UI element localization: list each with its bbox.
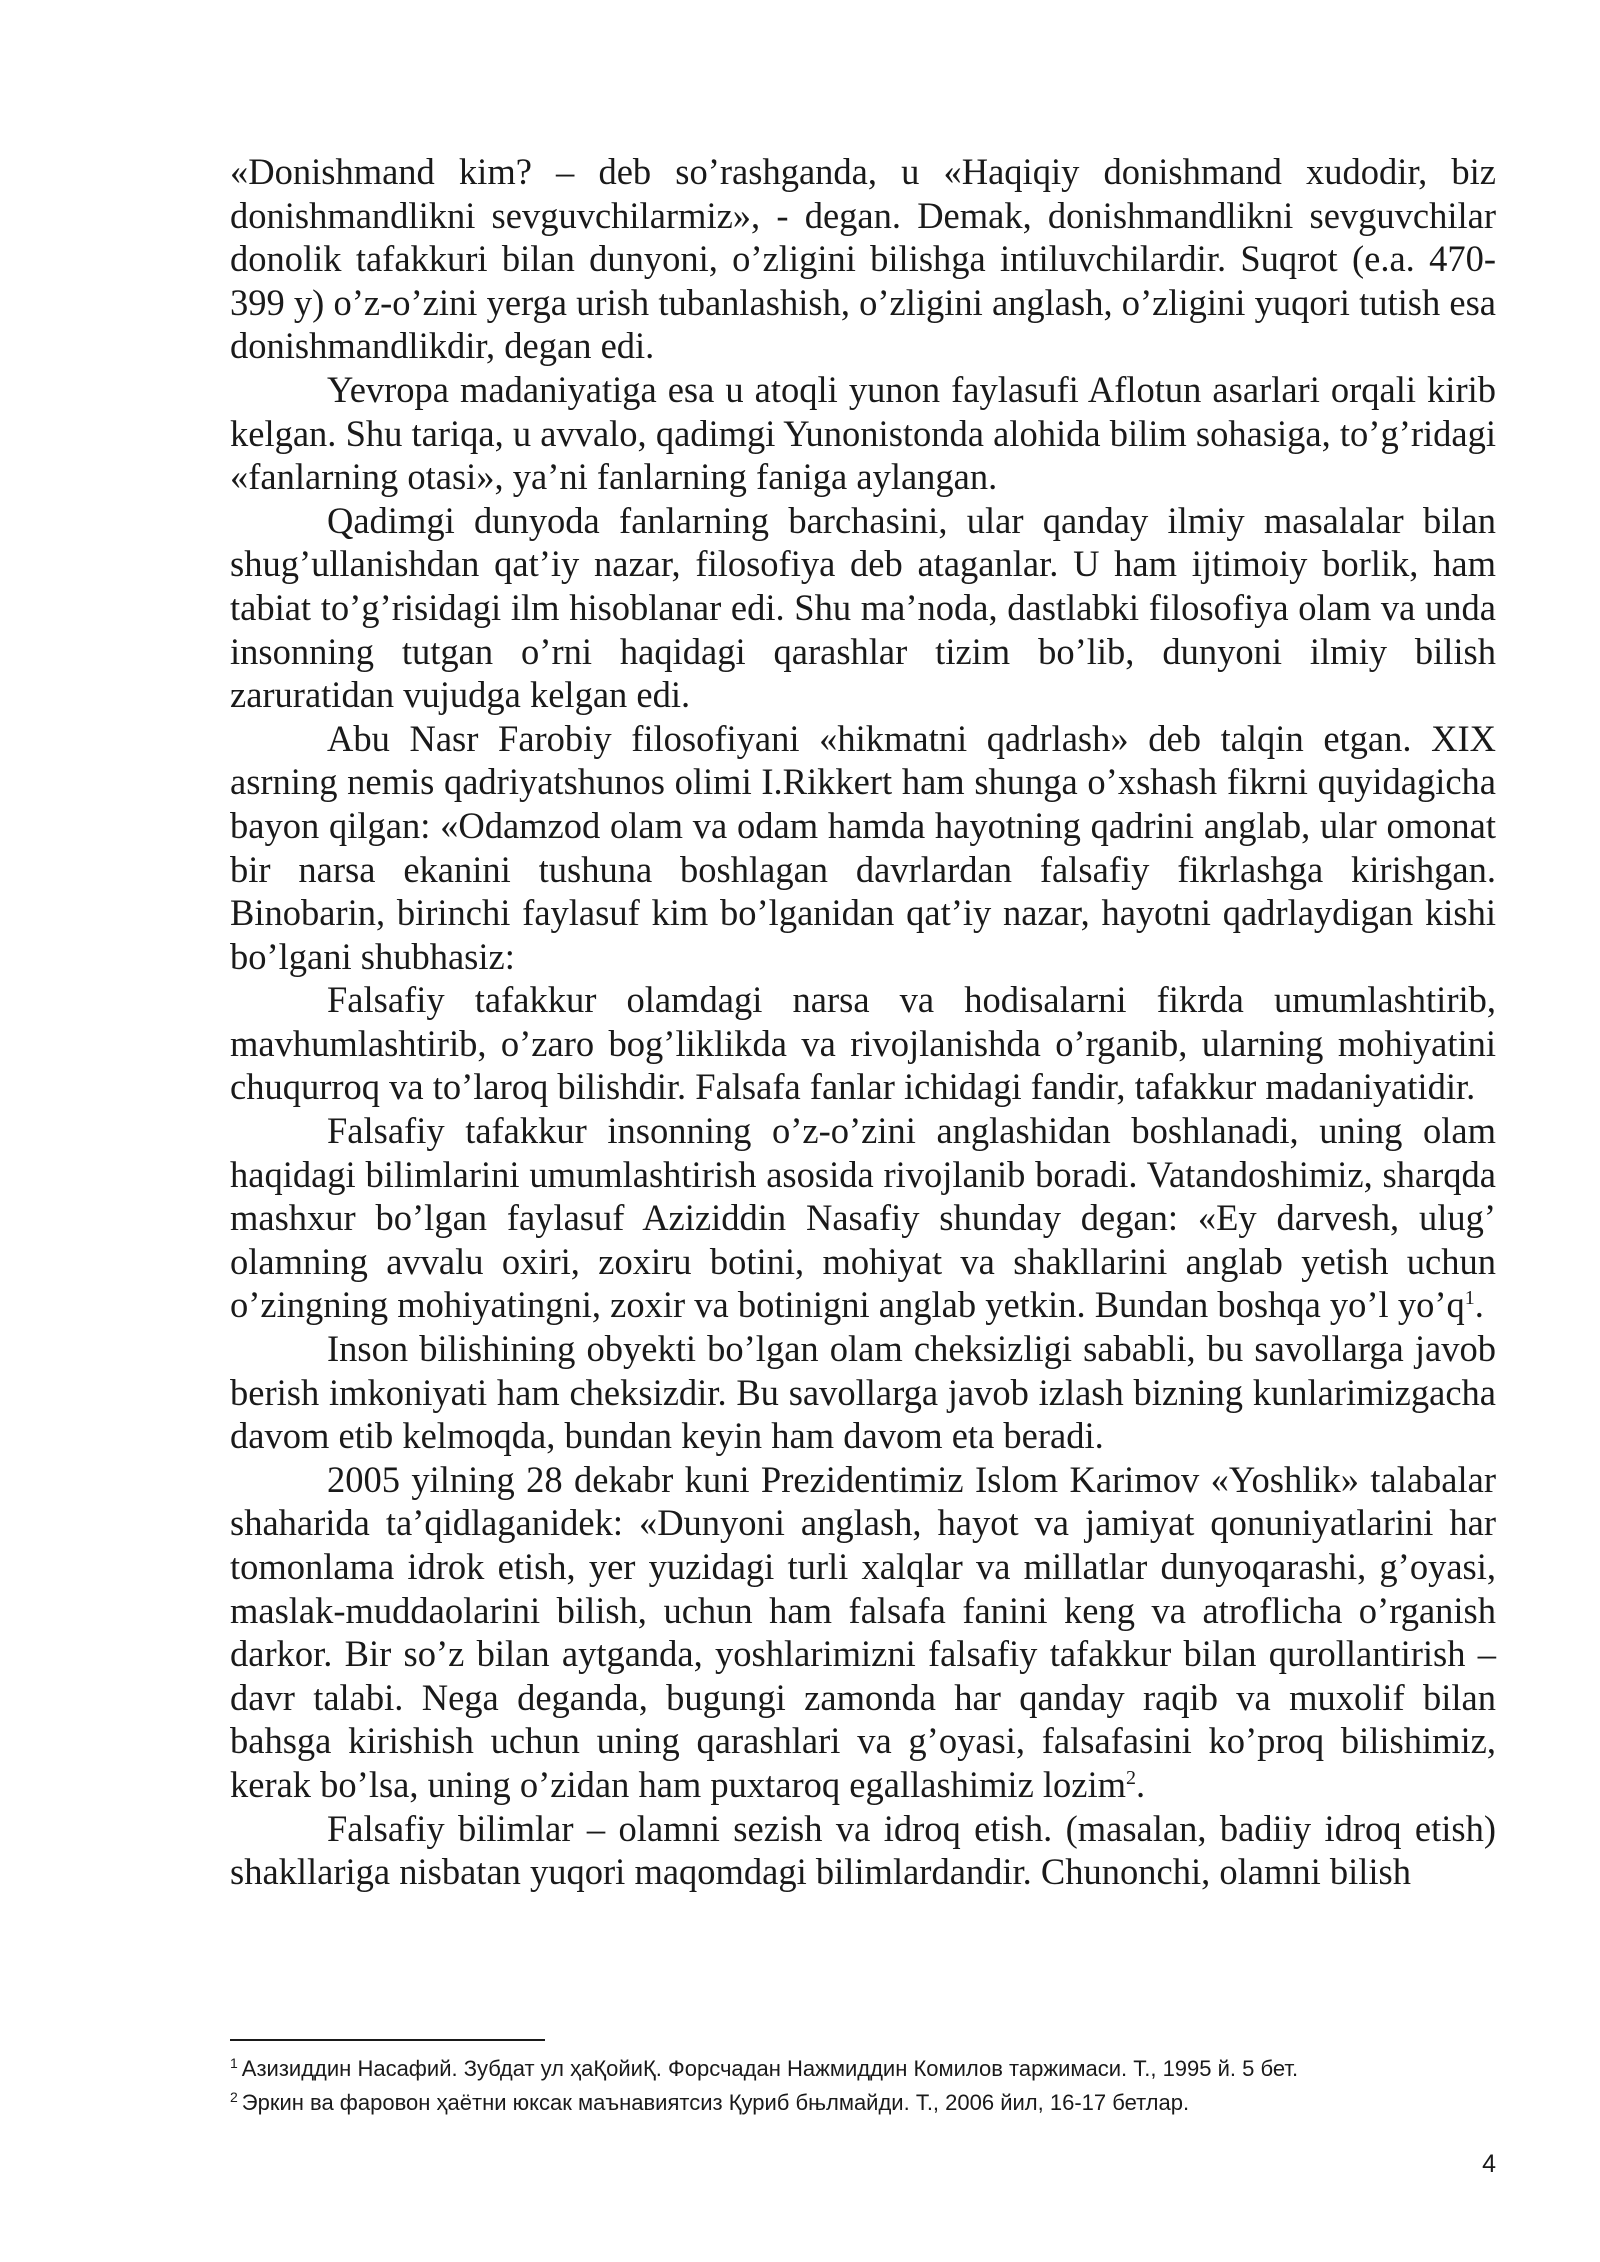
paragraph-4	[230, 717, 1496, 979]
paragraph-8	[230, 1458, 1496, 1807]
paragraph-1-text: «Donishmand kim? – deb so’rashganda, u «Haqiqiy donishmand xudodir, biz donishmandlikni sevguvchilarmiz», - degan. Demak, donishmandlikni sevguvchilar donolik tafakkuri bilan dunyoni, o’zligini bilishga intiluvchilardir. Suqrot (e.a. 470-399 y) o’z-o’zini yerga urish tubanlashish, o’zligini anglash, o’zligini yuqori tutish esa donishmandlikdir, degan edi.	[230, 151, 1496, 367]
footnote-2-text: Эркин ва фаровон ҳаётни юксак маънавиятсиз Қуриб бњлмайди. Т., 2006 йил, 16-17 бетлар.	[241, 2090, 1190, 2115]
footnote-separator	[230, 2039, 545, 2041]
paragraph-5-text: Falsafiy tafakkur olamdagi narsa va hodisalarni fikrda umumlashtirib, mavhumlashtirib, o’zaro bog’liklikda va rivojlanishda o’rganib, ularning mohiyatini chuqurroq va to’laroq bilishdir. Falsafa fanlar ichidagi fandir, tafakkur madaniyatidir.	[230, 979, 1496, 1108]
body-text	[230, 150, 1496, 1894]
footnote-1-marker: 1	[230, 2054, 238, 2071]
paragraph-3	[230, 499, 1496, 717]
paragraph-3-text: Qadimgi dunyoda fanlarning barchasini, ular qanday ilmiy masalalar bilan shug’ullanishdan qat’iy nazar, filosofiya deb ataganlar. U ham ijtimoiy borlik, ham tabiat to’g’risidagi ilm hisoblanar edi. Shu ma’noda, dastlabki filosofiya olam va unda insonning tutgan o’rni haqidagi qarashlar tizim bo’lib, dunyoni ilmiy bilish zaruratidan vujudga kelgan edi.	[230, 499, 1496, 716]
footnote-1-text: Азизиддин Насафий. Зубдат ул ҳаҚойиҚ. Форсчадан Нажмиддин Комилов таржимаси. Т., 1995 й. 5 бет.	[241, 2056, 1299, 2081]
paragraph-8-text: 2005 yilning 28 dekabr kuni Prezidentimiz Islom Karimov «Yoshlik» talabalar shaharida ta’qidlaganidek: «Dunyoni anglash, hayot va jamiyat qonuniyatlarini har tomonlama idrok etish, yer yuzidagi turli xalqlar va millatlar dunyoqarashi, g’oyasi, maslak-muddaolarini bilish, uchun ham falsafa fanini keng va atroflicha o’rganish darkor. Bir so’z bilan aytganda, yoshlarimizni falsafiy tafakkur bilan qurollantirish – davr talabi. Nega deganda, bugungi zamonda har qanday raqib va muxolif bilan bahsga kirishish uchun uning qarashlari va g’oyasi, falsafasini ko’proq bilishimiz, kerak bo’lsa, uning o’zidan ham puxtaroq egallashimiz lozim	[230, 1458, 1496, 1805]
paragraph-2	[230, 368, 1496, 499]
footnote-ref-2[interactable]: 2	[1126, 1766, 1137, 1789]
footnotes	[230, 2052, 1496, 2120]
paragraph-4-text: Abu Nasr Farobiy filosofiyani «hikmatni qadrlash» deb talqin etgan. XIX asrning nemis qadriyatshunos olimi I.Rikkert ham shunga o’xshash fikrni quyidagicha bayon qilgan: «Odamzod olam va odam hamda hayotning qadrini anglab, ular omonat bir narsa ekanini tushuna boshlagan davrlardan falsafiy fikrlashga kirishgan. Binobarin, birinchi faylasuf kim bo’lganidan qat’iy nazar, hayotni qadrlaydigan kishi bo’lgani shubhasiz:	[230, 717, 1496, 977]
footnote-ref-1[interactable]: 1	[1464, 1287, 1475, 1310]
paragraph-2-text: Yevropa madaniyatiga esa u atoqli yunon faylasufi Aflotun asarlari orqali kirib kelgan. Shu tariqa, u avvalo, qadimgi Yunonistonda alohida bilim sohasiga, to’g’ridagi «fanlarning otasi», ya’ni fanlarning faniga aylangan.	[230, 368, 1496, 498]
footnote-1	[230, 2052, 1496, 2086]
paragraph-7-text: Inson bilishining obyekti bo’lgan olam cheksizligi sababli, bu savollarga javob berish imkoniyati ham cheksizdir. Bu savollarga javob izlash bizning kunlarimizgacha davom etib kelmoqda, bundan keyin ham davom eta beradi.	[230, 1328, 1496, 1457]
paragraph-9-text: Falsafiy bilimlar – olamni sezish va idroq etish. (masalan, badiiy idroq etish) shakllariga nisbatan yuqori maqomdagi bilimlardandir. Chunonchi, olamni bilish	[230, 1807, 1496, 1893]
paragraph-7	[230, 1327, 1496, 1458]
paragraph-6-text: Falsafiy tafakkur insonning o’z-o’zini anglashidan boshlanadi, uning olam haqidagi bilimlarini umumlashtirish asosida rivojlanib boradi. Vatandoshimiz, sharqda mashxur bo’lgan faylasuf Aziziddin Nasafiy shunday degan: «Ey darvesh, ulug’ olamning avvalu oxiri, zoxiru botini, mohiyat va shakllarini anglab yetish uchun o’zingning mohiyatingni, zoxir va botinigni anglab yetkin. Bundan boshqa yo’l yo’q	[230, 1110, 1496, 1326]
footnote-2-marker: 2	[230, 2088, 238, 2105]
paragraph-8-tail: .	[1136, 1763, 1146, 1805]
paragraph-6-tail: .	[1474, 1284, 1484, 1326]
paragraph-9	[230, 1807, 1496, 1894]
paragraph-5	[230, 978, 1496, 1109]
page-number: 4	[1482, 2150, 1496, 2178]
paragraph-6	[230, 1109, 1496, 1327]
footnote-2	[230, 2086, 1496, 2120]
paragraph-1	[230, 150, 1496, 368]
